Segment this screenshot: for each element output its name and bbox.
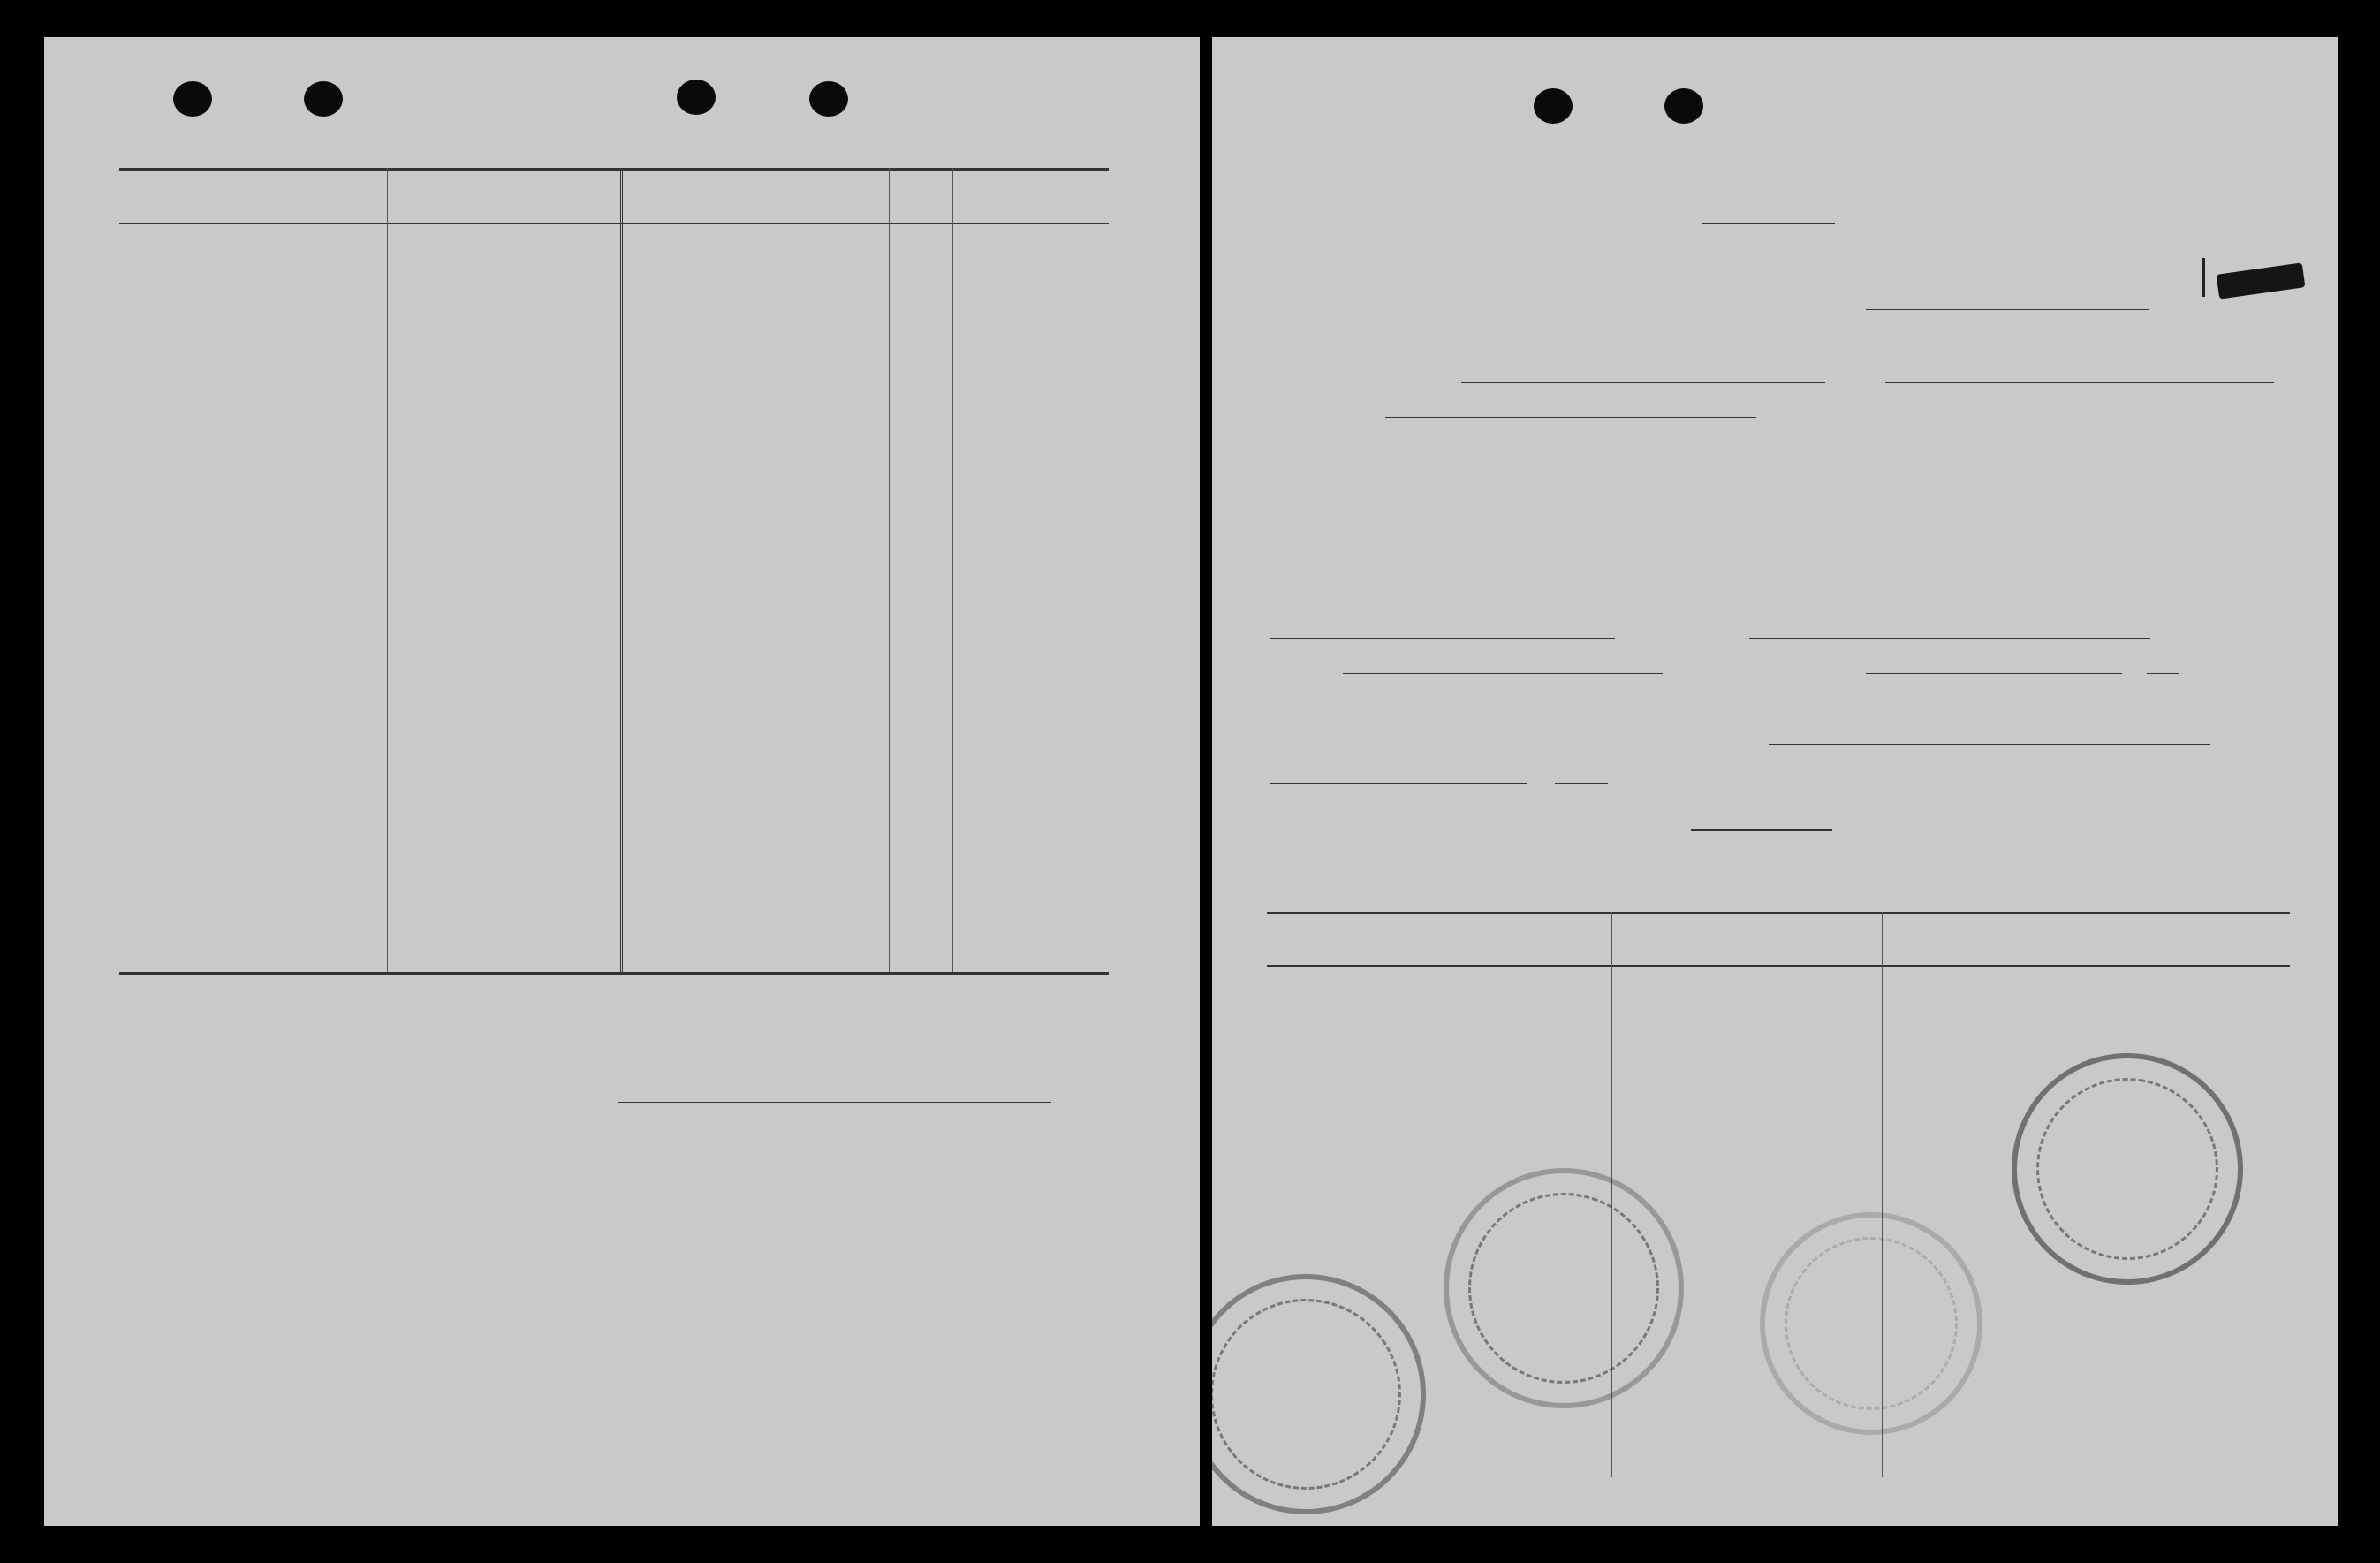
punch-hole [173, 81, 212, 117]
left-page [44, 37, 1200, 1526]
mail-unit-stamp [1413, 1137, 1716, 1440]
punch-hole [1534, 88, 1573, 124]
received-stamp [1997, 1038, 2258, 1300]
right-page [1212, 37, 2338, 1526]
records-unit-stamp [1212, 1227, 1473, 1526]
punch-hole [809, 81, 848, 117]
punch-hole [304, 81, 343, 117]
punch-hole [1664, 88, 1703, 124]
faint-stamp [1760, 1212, 1982, 1435]
punch-hole [677, 80, 716, 115]
